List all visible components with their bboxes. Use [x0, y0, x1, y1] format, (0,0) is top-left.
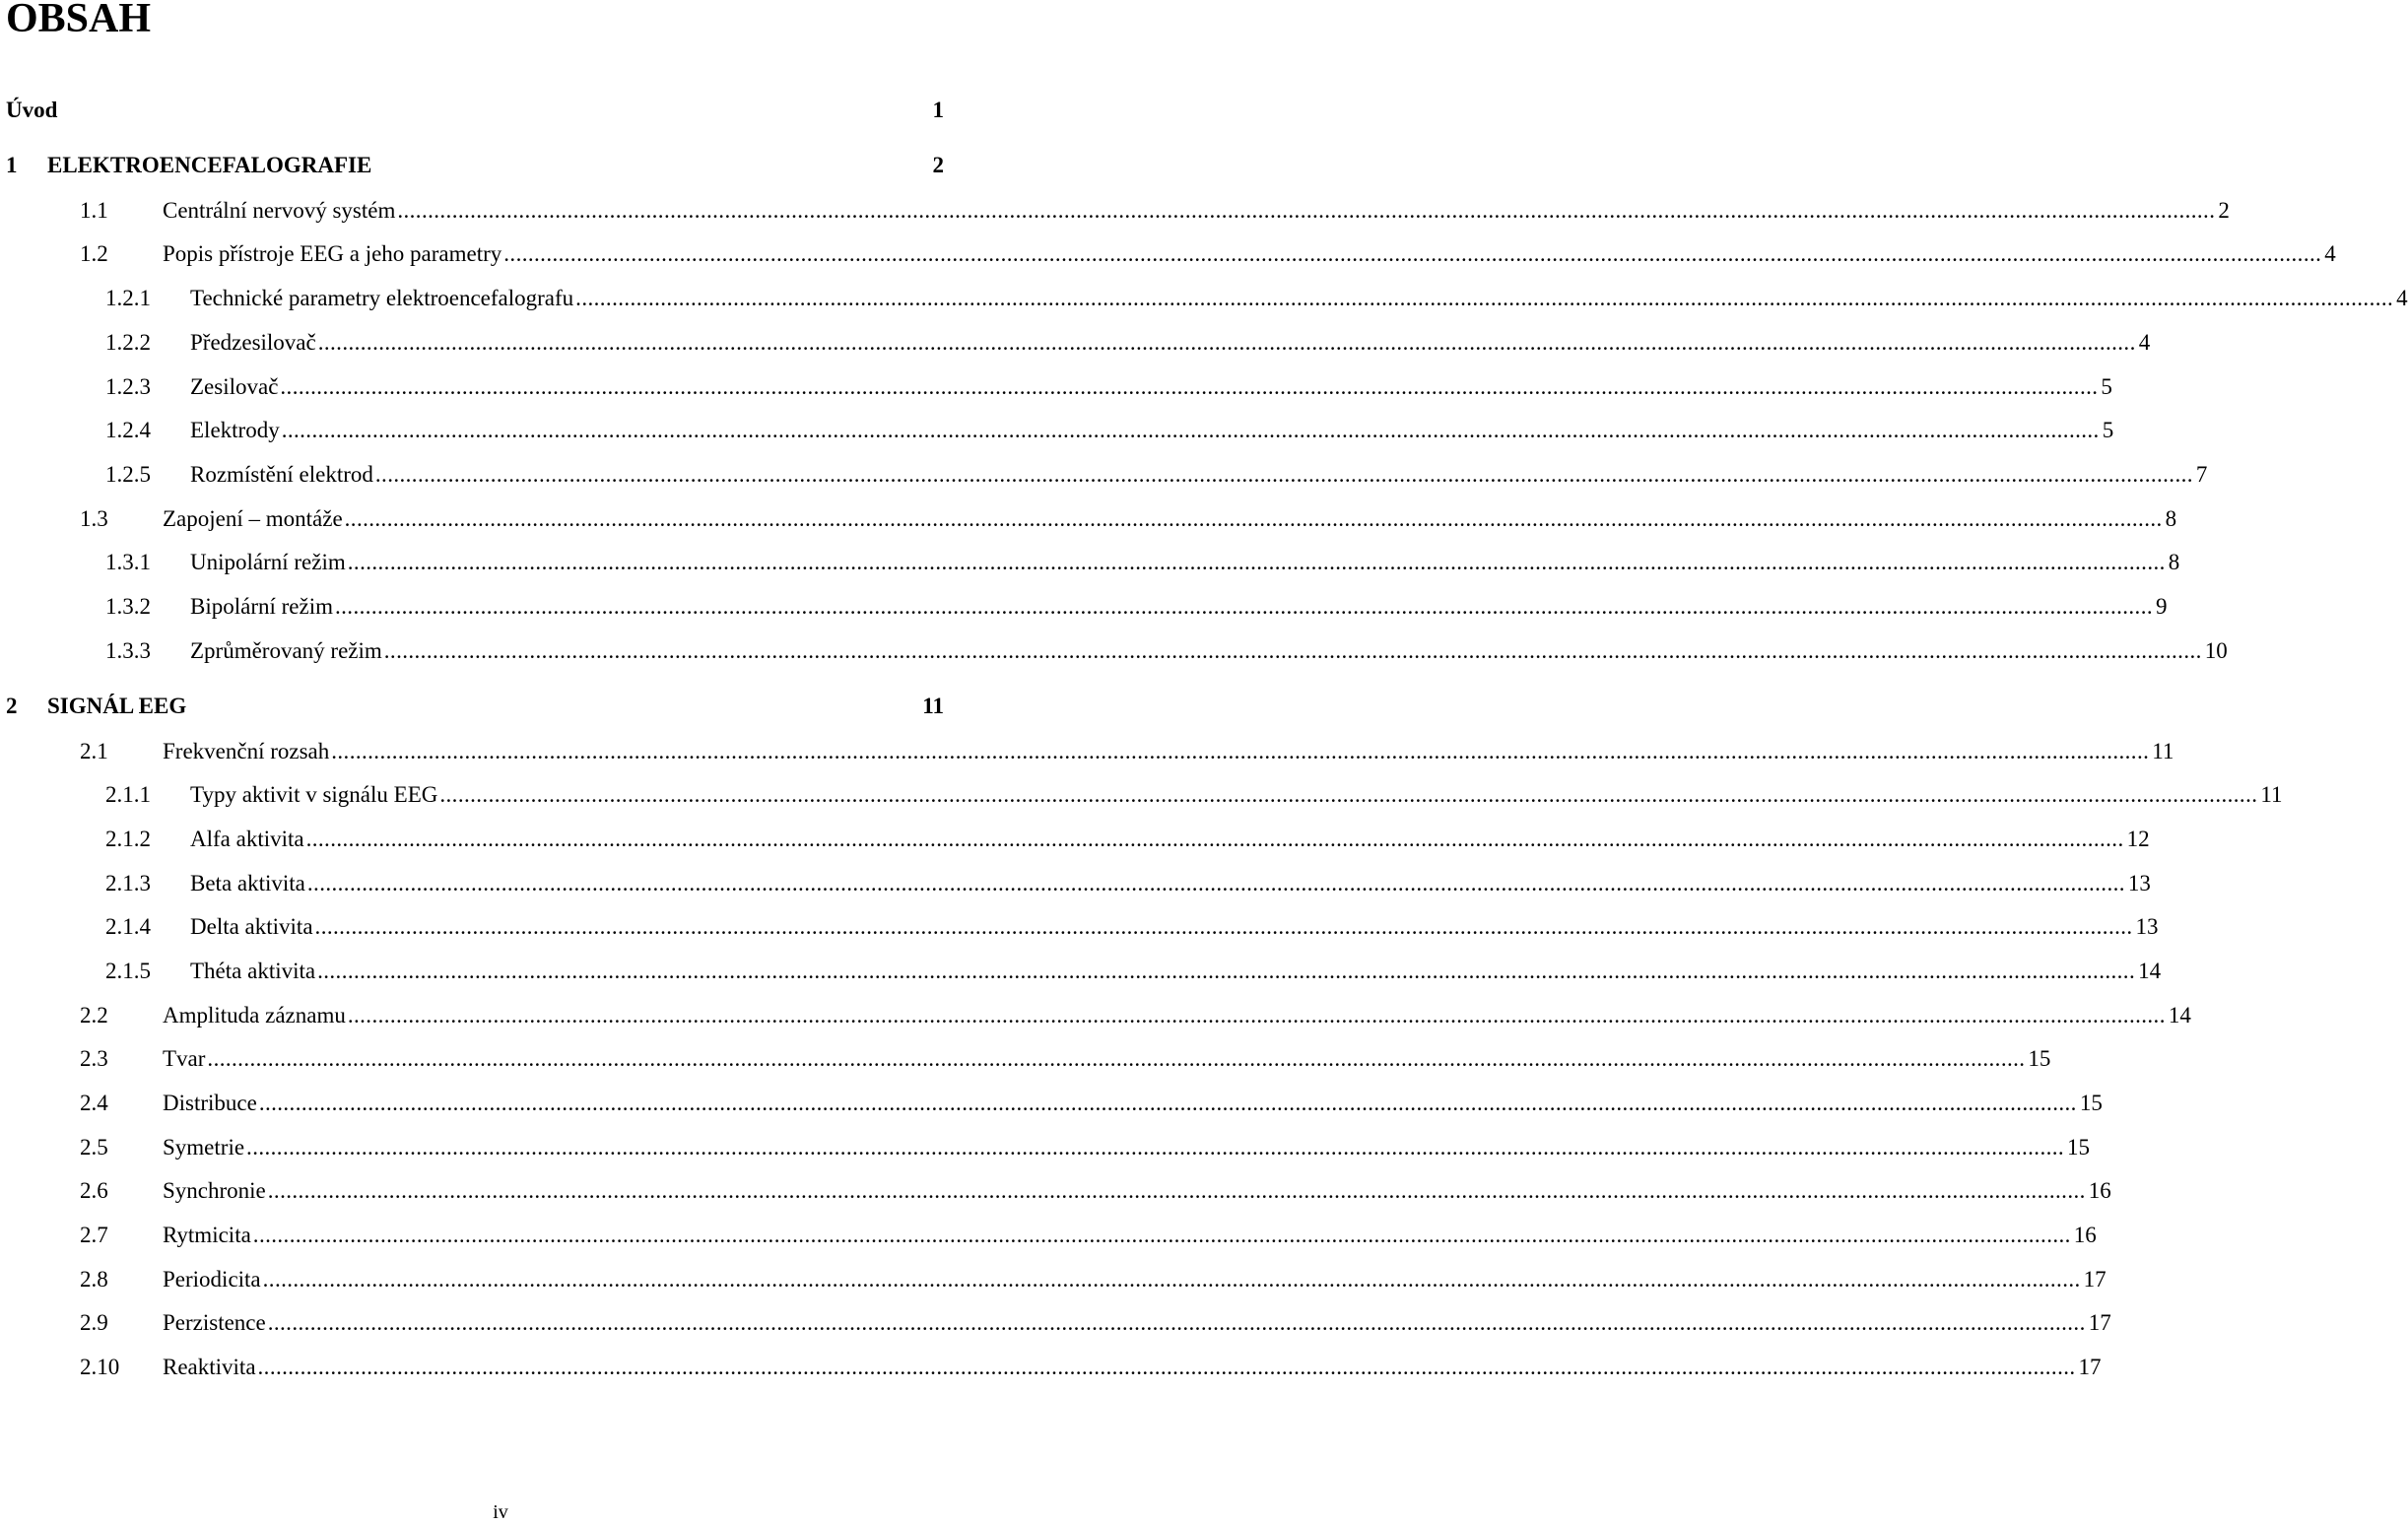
- toc-dot-leader: ............................................................................................................................................................................................................................................................................................................: [503, 241, 2322, 266]
- toc-page-number: 17: [2083, 1267, 2107, 1292]
- toc-entry-number: 2.9: [80, 1310, 108, 1335]
- page-number: iv: [493, 1501, 508, 1523]
- toc-dot-leader: ............................................................................................................................................................................................................................................................................................................: [347, 550, 2166, 574]
- toc-dot-leader: ............................................................................................................................................................................................................................................................................................................: [258, 1091, 2077, 1115]
- toc-dot-leader: ............................................................................................................................................................................................................................................................................................................: [317, 330, 2136, 355]
- toc-dot-leader: ............................................................................................................................................................................................................................................................................................................: [575, 286, 2394, 310]
- toc-page-number: 2: [2218, 198, 2230, 223]
- toc-entry-number: 1: [6, 153, 18, 177]
- toc-page-number: 16: [2088, 1178, 2111, 1203]
- toc-page-number: 1: [932, 98, 944, 122]
- toc-entry-title: Tvar: [163, 1046, 206, 1071]
- toc-page-number: 15: [2067, 1135, 2091, 1160]
- toc-entry-row[interactable]: [0, 196, 2230, 226]
- toc-dot-leader: ............................................................................................................................................................................................................................................................................................................: [267, 1178, 2086, 1203]
- toc-dot-leader: ............................................................................................................................................................................................................................................................................................................: [314, 914, 2133, 939]
- toc-entry-number: 2.10: [80, 1355, 120, 1379]
- toc-entry-title: Rozmístění elektrod: [190, 462, 373, 487]
- toc-page-number: 11: [2152, 739, 2174, 763]
- toc-entry-number: 2: [6, 694, 18, 718]
- toc-entry-row[interactable]: [0, 780, 2283, 810]
- toc-entry-number: 1.1: [80, 198, 108, 223]
- toc-entry-title: Beta aktivita: [190, 871, 305, 895]
- toc-entry-number: 1.3.2: [105, 594, 151, 619]
- toc-dot-leader: ............................................................................................................................................................................................................................................................................................................: [246, 1135, 2065, 1160]
- toc-dot-leader: ............................................................................................................................................................................................................................................................................................................: [383, 638, 2202, 663]
- toc-entry-number: 1.3.1: [105, 550, 151, 574]
- toc-dot-leader: ............................................................................................................................................................................................................................................................................................................: [305, 827, 2124, 851]
- toc-dot-leader: ............................................................................................................................................................................................................................................................................................................: [347, 1003, 2166, 1028]
- toc-entry-row[interactable]: [0, 869, 2151, 898]
- toc-entry-number: 2.1.2: [105, 827, 151, 851]
- toc-page-number: 15: [2079, 1091, 2103, 1115]
- toc-entry-row[interactable]: [0, 416, 2114, 445]
- toc-entry-number: 1.2.5: [105, 462, 151, 487]
- toc-entry-title: Frekvenční rozsah: [163, 739, 330, 763]
- toc-entry-title: Unipolární režim: [190, 550, 346, 574]
- toc-dot-leader: ............................................................................................................................................................................................................................................................................................................: [317, 959, 2136, 983]
- toc-entry-number: 2.3: [80, 1046, 108, 1071]
- toc-page-number: 11: [2260, 782, 2283, 807]
- toc-entry-title: Zapojení – montáže: [163, 506, 343, 531]
- toc-page-number: 10: [2204, 638, 2228, 663]
- toc-entry-title: Periodicita: [163, 1267, 261, 1292]
- toc-entry-row[interactable]: [0, 1353, 2102, 1382]
- toc-dot-leader: ............................................................................................................................................................................................................................................................................................................: [262, 1267, 2081, 1292]
- toc-entry-number: 1.2.4: [105, 418, 151, 442]
- toc-entry-row[interactable]: [0, 328, 2151, 358]
- toc-entry-row[interactable]: [0, 1044, 2051, 1074]
- toc-dot-leader: ............................................................................................................................................................................................................................................................................................................: [280, 374, 2099, 399]
- toc-entry-title: Alfa aktivita: [190, 827, 304, 851]
- toc-entry-row[interactable]: [0, 239, 2336, 269]
- toc-entry-title: Amplituda záznamu: [163, 1003, 346, 1028]
- toc-entry-row[interactable]: [0, 372, 2112, 402]
- toc-entry-title: Technické parametry elektroencefalografu: [190, 286, 574, 310]
- toc-entry-title: Théta aktivita: [190, 959, 316, 983]
- page-title: OBSAH: [6, 0, 152, 41]
- toc-entry-row[interactable]: [0, 636, 2228, 666]
- toc-entry-number: 2.6: [80, 1178, 108, 1203]
- toc-entry-title: Bipolární režim: [190, 594, 333, 619]
- toc-entry-title: Centrální nervový systém: [163, 198, 396, 223]
- toc-dot-leader: ............................................................................................................................................................................................................................................................................................................: [306, 871, 2125, 895]
- toc-dot-leader: ............................................................................................................................................................................................................................................................................................................: [374, 462, 2193, 487]
- toc-entry-number: 1.3.3: [105, 638, 151, 663]
- toc-entry-number: 2.8: [80, 1267, 108, 1292]
- toc-entry-title: Úvod: [6, 98, 58, 122]
- toc-chapter-row[interactable]: [0, 96, 946, 125]
- toc-entry-number: 1.2: [80, 241, 108, 266]
- toc-page-number: 11: [922, 694, 944, 718]
- toc-entry-title: SIGNÁL EEG: [47, 694, 187, 718]
- toc-entry-number: 2.7: [80, 1223, 108, 1247]
- toc-entry-number: 2.1.1: [105, 782, 151, 807]
- toc-entry-row[interactable]: [0, 592, 2168, 622]
- toc-entry-number: 2.4: [80, 1091, 108, 1115]
- toc-entry-title: Distribuce: [163, 1091, 257, 1115]
- toc-entry-row[interactable]: [0, 1001, 2191, 1030]
- toc-dot-leader: ............................................................................................................................................................................................................................................................................................................: [397, 198, 2216, 223]
- toc-entry-row[interactable]: [0, 1133, 2091, 1162]
- toc-dot-leader: ............................................................................................................................................................................................................................................................................................................: [207, 1046, 2026, 1071]
- toc-page-number: 12: [2126, 827, 2150, 851]
- toc-page-number: 4: [2138, 330, 2151, 355]
- toc-page-number: 13: [2127, 871, 2151, 895]
- toc-entry-number: 1.2.3: [105, 374, 151, 399]
- toc-page-number: 14: [2138, 959, 2162, 983]
- toc-dot-leader: ............................................................................................................................................................................................................................................................................................................: [281, 418, 2100, 442]
- toc-entry-title: Zprůměrovaný režim: [190, 638, 382, 663]
- toc-dot-leader: ............................................................................................................................................................................................................................................................................................................: [344, 506, 2163, 531]
- toc-entry-row[interactable]: [0, 912, 2159, 942]
- toc-entry-title: Reaktivita: [163, 1355, 256, 1379]
- toc-entry-row[interactable]: [0, 284, 2408, 313]
- toc-page-number: 5: [2101, 374, 2112, 399]
- toc-chapter-row[interactable]: [0, 151, 946, 180]
- toc-entry-row[interactable]: [0, 737, 2174, 766]
- toc-page-number: 9: [2156, 594, 2168, 619]
- toc-entry-row[interactable]: [0, 504, 2177, 534]
- toc-page-number: 8: [2168, 550, 2180, 574]
- toc-entry-title: Popis přístroje EEG a jeho parametry: [163, 241, 502, 266]
- toc-entry-title: Typy aktivit v signálu EEG: [190, 782, 438, 807]
- toc-entry-title: Symetrie: [163, 1135, 245, 1160]
- toc-entry-title: Delta aktivita: [190, 914, 313, 939]
- toc-entry-number: 2.1: [80, 739, 108, 763]
- toc-entry-title: Perzistence: [163, 1310, 266, 1335]
- toc-entry-number: 2.1.4: [105, 914, 151, 939]
- toc-entry-row[interactable]: [0, 1176, 2111, 1206]
- toc-entry-row[interactable]: [0, 460, 2208, 490]
- toc-entry-number: 1.2.1: [105, 286, 151, 310]
- toc-entry-number: 1.3: [80, 506, 108, 531]
- toc-entry-row[interactable]: [0, 548, 2180, 577]
- toc-page-number: 13: [2135, 914, 2159, 939]
- toc-page-number: 17: [2088, 1310, 2111, 1335]
- toc-entry-row[interactable]: [0, 1308, 2111, 1338]
- toc-entry-title: Rytmicita: [163, 1223, 251, 1247]
- toc-dot-leader: ............................................................................................................................................................................................................................................................................................................: [331, 739, 2150, 763]
- toc-entry-number: 2.1.3: [105, 871, 151, 895]
- toc-entry-title: Synchronie: [163, 1178, 266, 1203]
- toc-page-number: 14: [2168, 1003, 2191, 1028]
- toc-entry-row[interactable]: [0, 1221, 2097, 1250]
- toc-page-number: 4: [2396, 286, 2408, 310]
- toc-entry-number: 2.2: [80, 1003, 108, 1028]
- toc-entry-title: Zesilovač: [190, 374, 279, 399]
- toc-chapter-row[interactable]: [0, 692, 946, 721]
- toc-entry-number: 1.2.2: [105, 330, 151, 355]
- toc-page-number: 8: [2165, 506, 2177, 531]
- toc-page-number: 4: [2324, 241, 2336, 266]
- toc-page-number: 16: [2073, 1223, 2097, 1247]
- toc-entry-row[interactable]: [0, 1265, 2107, 1294]
- toc-entry-title: Předzesilovač: [190, 330, 316, 355]
- toc-entry-title: Elektrody: [190, 418, 280, 442]
- toc-page-number: 17: [2078, 1355, 2102, 1379]
- toc-entry-title: ELEKTROENCEFALOGRAFIE: [47, 153, 372, 177]
- toc-dot-leader: ............................................................................................................................................................................................................................................................................................................: [439, 782, 2258, 807]
- toc-page-number: 5: [2102, 418, 2114, 442]
- toc-entry-row[interactable]: [0, 957, 2162, 986]
- toc-dot-leader: ............................................................................................................................................................................................................................................................................................................: [267, 1310, 2086, 1335]
- toc-page-number: 7: [2195, 462, 2208, 487]
- toc-entry-number: 2.5: [80, 1135, 108, 1160]
- toc-page-number: 15: [2028, 1046, 2051, 1071]
- toc-entry-row[interactable]: [0, 825, 2150, 854]
- toc-dot-leader: ............................................................................................................................................................................................................................................................................................................: [252, 1223, 2071, 1247]
- toc-entry-row[interactable]: [0, 1089, 2103, 1118]
- toc-dot-leader: ............................................................................................................................................................................................................................................................................................................: [335, 594, 2153, 619]
- toc-page-number: 2: [932, 153, 944, 177]
- toc-dot-leader: ............................................................................................................................................................................................................................................................................................................: [257, 1355, 2076, 1379]
- toc-entry-number: 2.1.5: [105, 959, 151, 983]
